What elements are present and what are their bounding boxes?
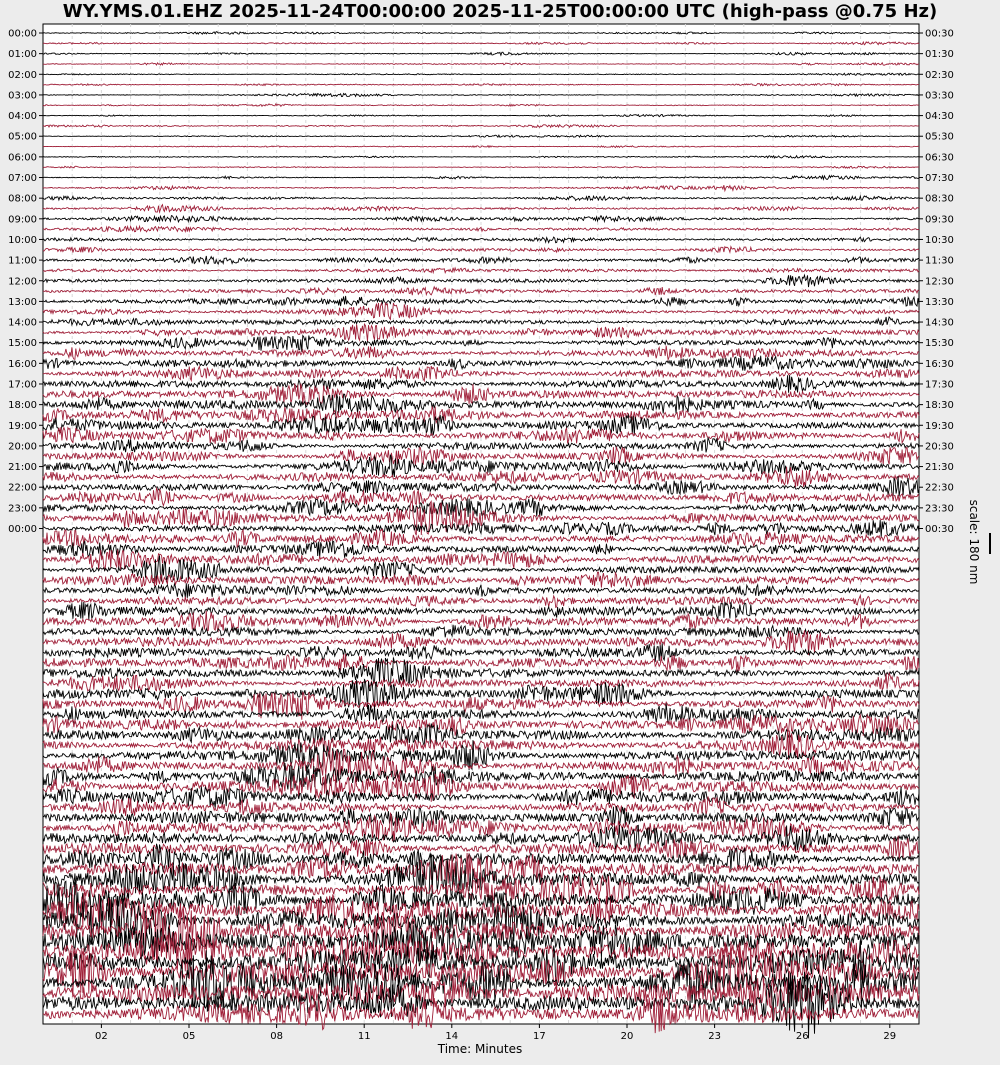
left-hour-label: 18:00 — [8, 400, 37, 412]
right-hour-label: 11:30 — [925, 255, 954, 267]
right-hour-label: 10:30 — [925, 234, 954, 246]
right-hour-label: 02:30 — [925, 69, 954, 81]
left-hour-label: 12:00 — [8, 276, 37, 288]
right-hour-label: 12:30 — [925, 276, 954, 288]
left-hour-label: 22:00 — [8, 482, 37, 494]
x-tick-label: 11 — [357, 1031, 371, 1042]
x-tick-label: 08 — [270, 1031, 283, 1042]
right-hour-label: 08:30 — [925, 193, 954, 205]
left-hour-label: 10:00 — [8, 234, 37, 246]
x-tick-label: 02 — [95, 1031, 108, 1042]
right-hour-label: 13:30 — [925, 296, 954, 308]
left-hour-label: 15:00 — [8, 338, 37, 350]
left-hour-label: 14:00 — [8, 317, 37, 329]
right-hour-label: 03:30 — [925, 90, 954, 102]
x-tick-label: 29 — [883, 1031, 897, 1042]
left-hour-label: 11:00 — [8, 255, 37, 267]
left-hour-label: 03:00 — [8, 90, 37, 102]
right-hour-label: 19:30 — [925, 420, 954, 432]
left-hour-label: 21:00 — [8, 462, 37, 474]
right-hour-axis — [919, 29, 954, 536]
right-hour-label: 06:30 — [925, 152, 954, 164]
left-hour-label: 00:00 — [8, 524, 37, 535]
right-hour-label: 00:30 — [925, 28, 954, 40]
x-tick-label: 20 — [620, 1031, 634, 1042]
left-hour-label: 19:00 — [8, 420, 37, 432]
x-tick-label: 17 — [533, 1031, 546, 1042]
left-hour-label: 08:00 — [8, 193, 37, 205]
x-tick-label: 26 — [795, 1031, 809, 1042]
x-tick-label: 05 — [182, 1031, 196, 1042]
right-hour-label: 07:30 — [925, 173, 954, 185]
right-hour-label: 09:30 — [925, 214, 954, 226]
right-hour-label: 16:30 — [925, 358, 954, 370]
x-tick-label: 23 — [708, 1031, 721, 1042]
left-hour-label: 20:00 — [8, 441, 37, 453]
right-hour-label: 17:30 — [925, 379, 954, 391]
left-hour-label: 05:00 — [8, 131, 37, 143]
left-hour-label: 01:00 — [8, 49, 37, 61]
chart-title: WY.YMS.01.EHZ 2025-11-24T00:00:00 2025-11-25T00:00:00 UTC (high-pass @0.75 Hz) — [62, 1, 938, 22]
left-hour-label: 16:00 — [8, 358, 37, 370]
right-hour-label: 15:30 — [925, 338, 954, 350]
right-hour-label: 18:30 — [925, 400, 954, 412]
x-tick-label: 14 — [445, 1031, 459, 1042]
left-hour-label: 23:00 — [8, 503, 37, 515]
x-minute-axis — [95, 1024, 896, 1042]
scale-bar — [989, 533, 991, 554]
right-hour-label: 21:30 — [925, 462, 954, 474]
left-hour-label: 06:00 — [8, 152, 37, 164]
right-hour-label: 01:30 — [925, 49, 954, 61]
left-hour-label: 00:00 — [8, 28, 37, 40]
left-hour-label: 17:00 — [8, 379, 37, 391]
left-hour-label: 04:00 — [8, 111, 37, 123]
right-hour-label: 22:30 — [925, 482, 954, 494]
scale-label-text: scale: 180 nm — [967, 499, 981, 585]
right-hour-label: 00:30 — [925, 524, 954, 535]
scale-label — [962, 497, 986, 587]
left-hour-label: 09:00 — [8, 214, 37, 226]
left-hour-label: 02:00 — [8, 69, 37, 81]
right-hour-label: 05:30 — [925, 131, 954, 143]
left-hour-label: 13:00 — [8, 296, 37, 308]
right-hour-label: 14:30 — [925, 317, 954, 329]
right-hour-label: 23:30 — [925, 503, 954, 515]
right-hour-label: 04:30 — [925, 111, 954, 123]
left-hour-label: 07:00 — [8, 173, 37, 185]
right-hour-label: 20:30 — [925, 441, 954, 453]
x-axis-label: Time: Minutes — [437, 1042, 523, 1056]
left-hour-axis — [8, 29, 43, 536]
